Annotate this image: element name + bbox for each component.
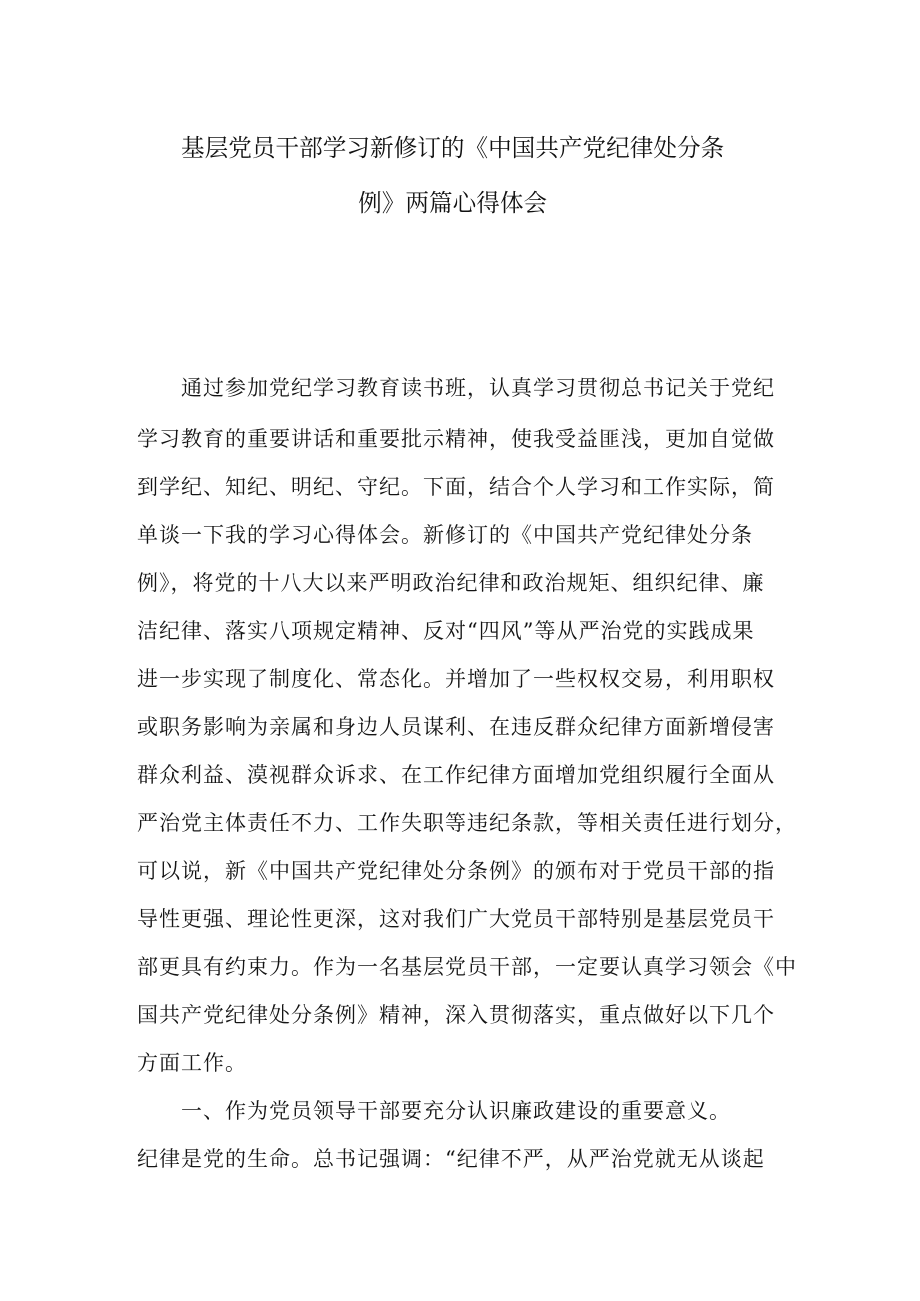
paragraph-line: 群众利益、漠视群众诉求、在工作纪律方面增加党组织履行全面从 [137,763,775,787]
paragraph-line: 学习教育的重要讲话和重要批示精神，使我受益匪浅，更加自觉做 [137,427,775,451]
paragraph-line: 纪律是党的生命。总书记强调：“纪律不严，从严治党就无从谈起 [137,1147,765,1171]
document-title-line-2: 例》两篇心得体会 [358,189,548,217]
paragraph-line: 进一步实现了制度化、常态化。并增加了一些权权交易，利用职权 [137,667,775,691]
paragraph-line: 例》，将党的十八大以来严明政治纪律和政治规矩、组织纪律、廉 [137,571,765,595]
paragraph-line: 通过参加党纪学习教育读书班，认真学习贯彻总书记关于党纪 [181,376,775,400]
paragraph-line: 到学纪、知纪、明纪、守纪。下面，结合个人学习和工作实际，简 [137,475,775,499]
document-title-line-1: 基层党员干部学习新修订的《中国共产党纪律处分条 [181,134,725,162]
paragraph-line: 单谈一下我的学习心得体会。新修订的《中国共产党纪律处分条 [137,523,753,547]
paragraph-line: 导性更强、理论性更深，这对我们广大党员干部特别是基层党员干 [137,907,775,931]
paragraph-line: 严治党主体责任不力、工作失职等违纪条款，等相关责任进行划分， [137,811,797,835]
paragraph-line: 部更具有约束力。作为一名基层党员干部，一定要认真学习领会《中 [137,955,797,979]
paragraph-line: 方面工作。 [137,1051,247,1075]
paragraph-line: 可以说，新《中国共产党纪律处分条例》的颁布对于党员干部的指 [137,859,775,883]
paragraph-line: 或职务影响为亲属和身边人员谋利、在违反群众纪律方面新增侵害 [137,715,775,739]
paragraph-line: 国共产党纪律处分条例》精神，深入贯彻落实，重点做好以下几个 [137,1003,775,1027]
paragraph-line: 洁纪律、落实八项规定精神、反对“四风”等从严治党的实践成果 [137,619,755,643]
section-heading: 一、作为党员领导干部要充分认识廉政建设的重要意义。 [181,1099,731,1123]
